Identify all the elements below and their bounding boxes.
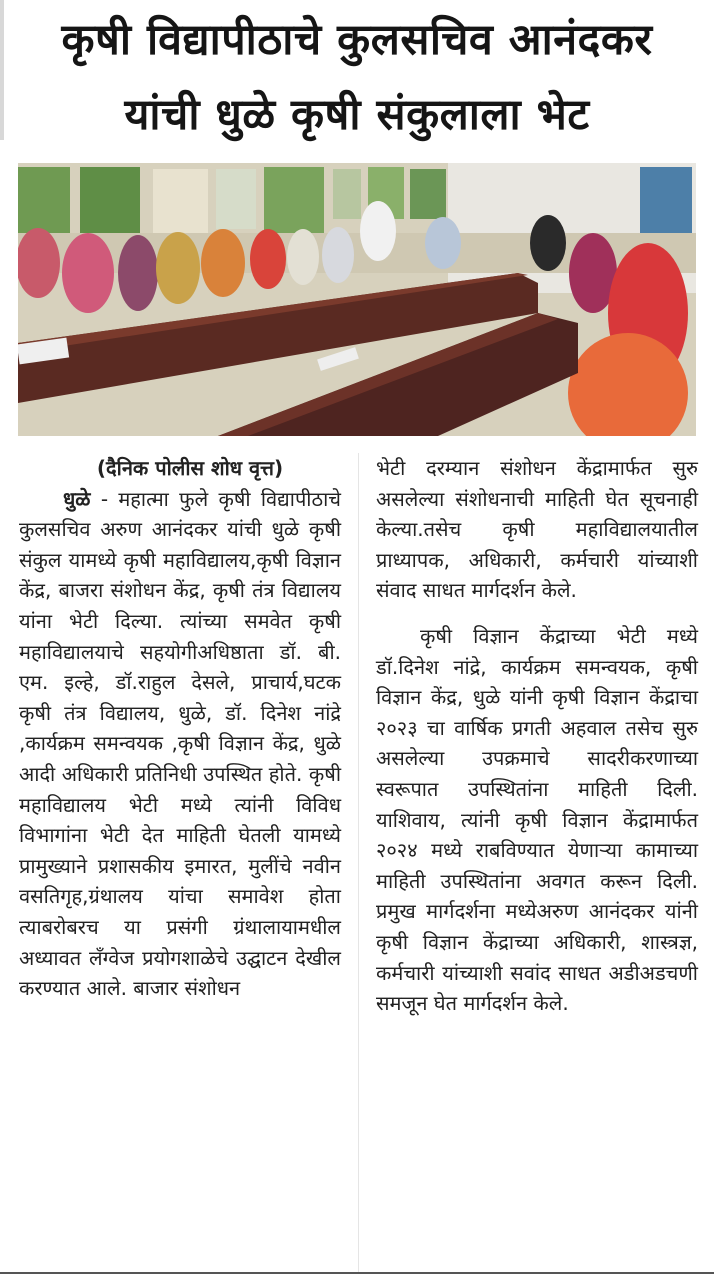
bottom-rule xyxy=(0,1272,714,1274)
headline-line-2: यांची धुळे कृषी संकुलाला भेट xyxy=(124,90,590,140)
article-paragraph-3: कृषी विज्ञान केंद्राच्या भेटी मध्ये डॉ.दिनेश नांद्रे, कार्यक्रम समन्वयक, कृषी विज्ञान केंद्र, धुळे यांनी कृषी विज्ञान केंद्राचा २०२३ चा वार्षिक प्रगती अहवाल तसेच सुरु असलेल्या उपक्रमाचे सादरीकरणाच्या स्वरूपात उपस्थितांना माहिती दिली. याशिवाय, त्यांनी कृषी विज्ञान केंद्रामार्फत २०२४ मध्ये राबविण्यात येणाऱ्या कामाच्या माहिती उपस्थितांना अवगत करून दिली. प्रमुख मार्गदर्शना मध्येअरुण आनंदकर यांनी कृषी विज्ञान केंद्राच्या अधिकारी, शास्त्रज्ञ, कर्मचारी यांच्याशी सवांद साधत अडीअडचणी समजून घेत मार्गदर्शन केले. xyxy=(376,623,698,1016)
meeting-photo-icon xyxy=(18,163,696,436)
headline-line-1: कृषी विद्यापीठाचे कुलसचिव आनंदकर xyxy=(61,15,653,65)
article-column-left xyxy=(19,453,341,1004)
article-left-text: - महात्मा फुले कृषी विद्यापीठाचे कुलसचिव अरुण आनंदकर यांची धुळे कृषी संकुल यामध्ये कृषी महाविद्यालय,कृषी विज्ञान केंद्र, बाजरा संशोधन केंद्र, कृषी तंत्र विद्यालय यांना भेटी दिल्या. त्यांच्या समवेत कृषी महाविद्यालयाचे सहयोगीअधिष्ठाता डॉ. बी. एम. इल्हे, डॉ.राहुल देसले, प्राचार्य,घटक कृषी तंत्र विद्यालय, धुळे, डॉ. दिनेश नांद्रे ,कार्यक्रम समन्वयक ,कृषी विज्ञान केंद्र, धुळे आदी अधिकारी प्रतिनिधी उपस्थित होते. कृषी महाविद्यालय भेटी मध्ये त्यांनी विविध विभागांना भेटी देत माहिती घेतली यामध्ये प्रामुख्याने प्रशासकीय इमारत, मुलींचे नवीन वसतिगृह,ग्रंथालय यांचा समावेश होता त्याबरोबरच या प्रसंगी ग्रंथालायामधील अध्यावत लँग्वेज प्रयोगशाळेचे उद्घाटन देखील करण्यात आले. बाजार संशोधन xyxy=(19,486,341,1001)
column-divider xyxy=(358,453,359,1273)
headline xyxy=(0,0,714,160)
dateline: धुळे xyxy=(63,486,91,511)
meeting-photo xyxy=(18,163,696,436)
article-paragraph-1 xyxy=(19,484,341,1004)
article-source: (दैनिक पोलीस शोध वृत्त) xyxy=(96,456,284,480)
article-paragraph-2: भेटी दरम्यान संशोधन केंद्रामार्फत सुरु असलेल्या संशोधनाची माहिती घेत सूचनाही केल्या.तसेच कृषी महाविद्यालयातील प्राध्यापक, अधिकारी, कर्मचारी यांच्याशी संवाद साधत मार्गदर्शन केले. xyxy=(376,456,698,603)
article-column-right xyxy=(376,453,698,1019)
